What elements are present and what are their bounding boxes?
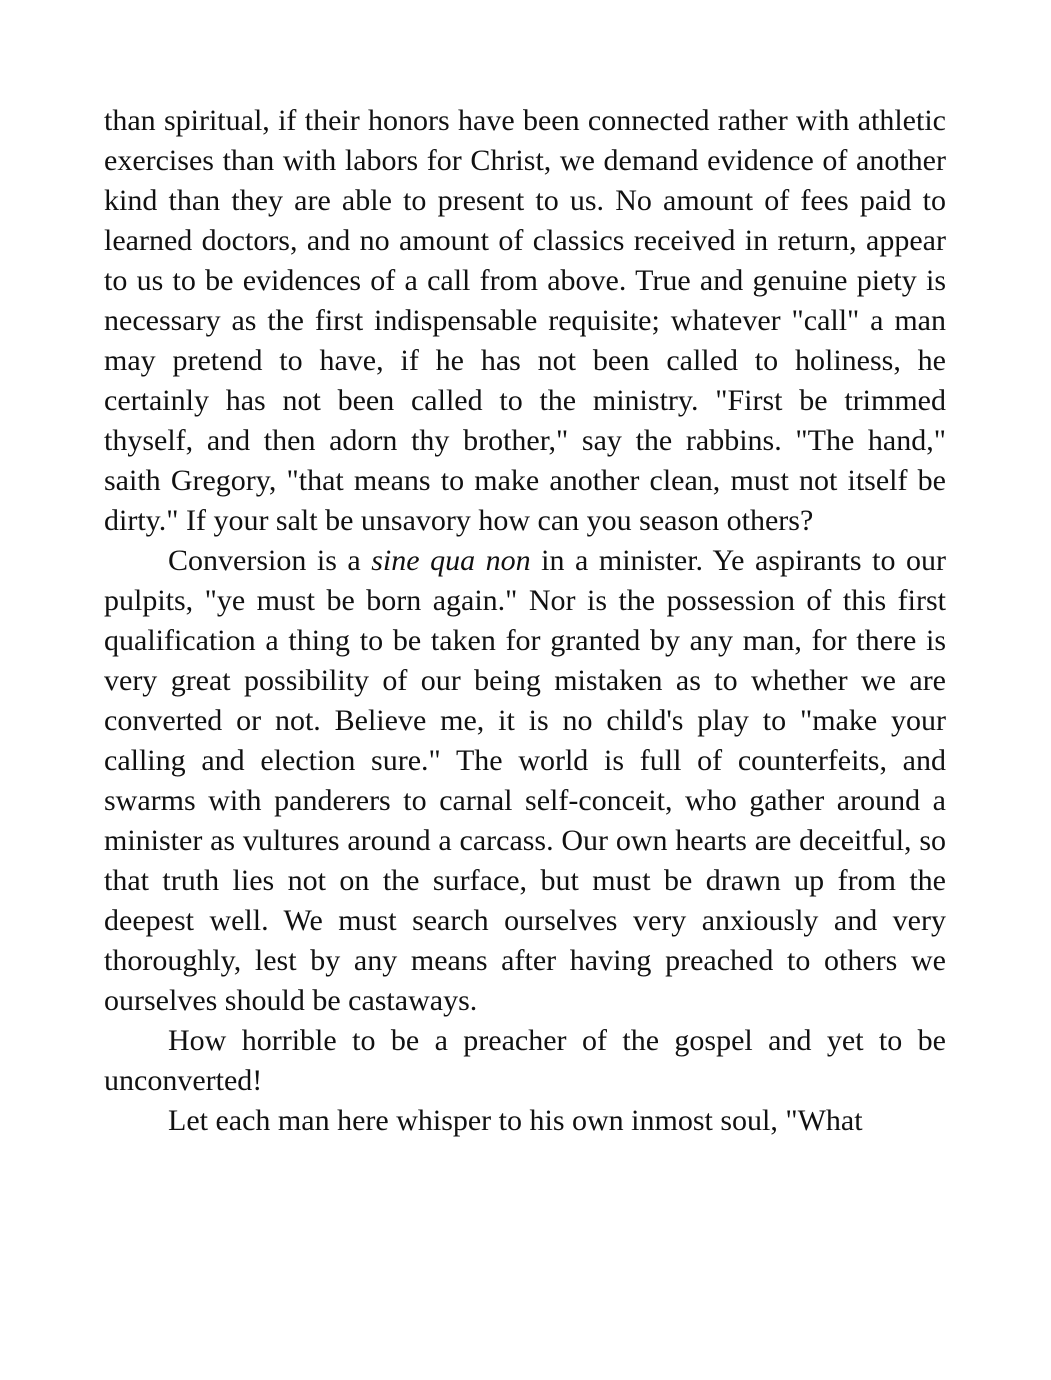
paragraph-2-text-a: Conversion is a [168,544,372,577]
paragraph-2 [104,541,946,1021]
paragraph-4 [104,1101,946,1141]
paragraph-3-text: How horrible to be a preacher of the gospel and yet to be unconverted! [104,1024,946,1097]
body-text [104,101,946,1141]
paragraph-2-italic-phrase: sine qua non [371,544,531,577]
paragraph-1-text: than spiritual, if their honors have been connected rather with athletic exercises than with labors for Christ, we demand evidence of another kind than they are able to present to us. No amount of fees paid to learned doctors, and no amount of classics received in return, appear to us to be evidences of a call from above. True and genuine piety is necessary as the first indispensable requisite; whatever "call" a man may pretend to have, if he has not been called to holiness, he certainly has not been called to the ministry. "First be trimmed thyself, and then adorn thy brother," say the rabbins. "The hand," saith Gregory, "that means to make another clean, must not itself be dirty." If your salt be unsavory how can you season others? [104,104,946,537]
paragraph-1 [104,101,946,541]
paragraph-3 [104,1021,946,1101]
paragraph-2-text-b: in a minister. Ye aspirants to our pulpits, "ye must be born again." Nor is the possession of this first qualification a thing to be taken for granted by any man, for there is very great possibility of our being mistaken as to whether we are converted or not. Believe me, it is no child's play to "make your calling and election sure." The world is full of counterfeits, and swarms with panderers to carnal self-conceit, who gather around a minister as vultures around a carcass. Our own hearts are deceitful, so that truth lies not on the surface, but must be drawn up from the deepest well. We must search ourselves very anxiously and very thoroughly, lest by any means after having preached to others we ourselves should be castaways. [104,544,946,1017]
paragraph-4-text: Let each man here whisper to his own inmost soul, "What [168,1104,863,1137]
